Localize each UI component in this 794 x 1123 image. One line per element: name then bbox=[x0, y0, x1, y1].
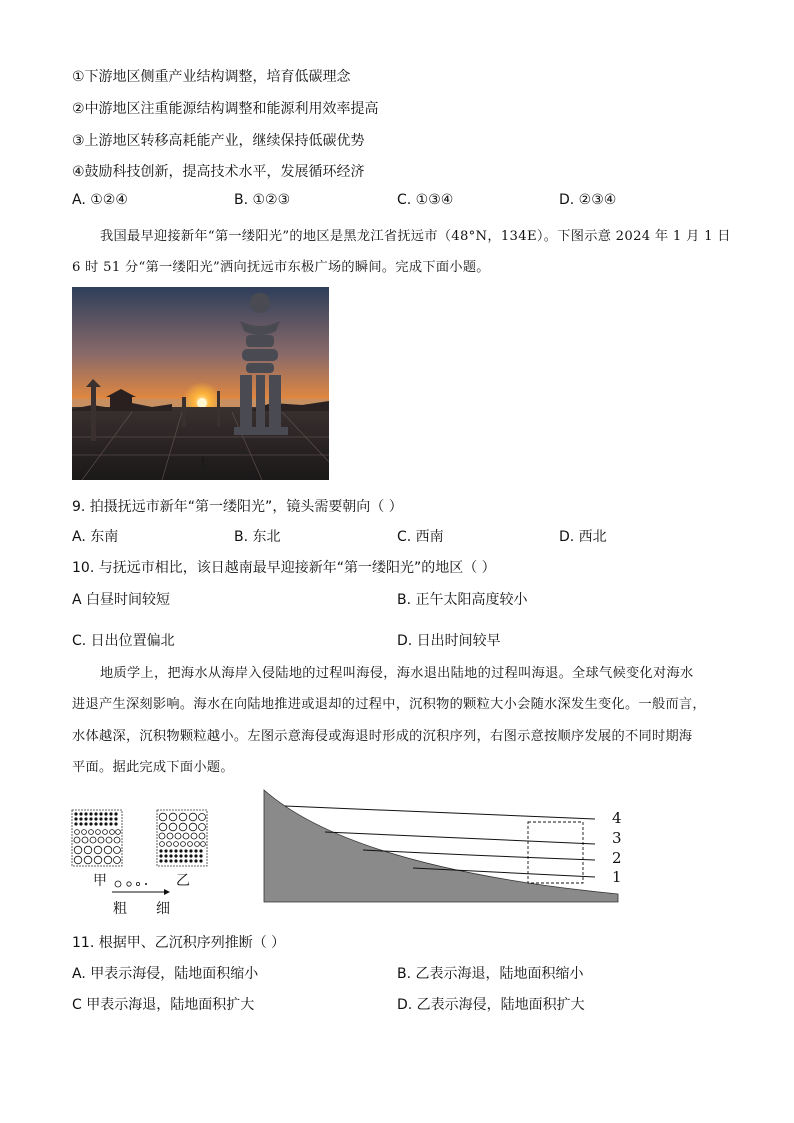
q11-stem: 11. 根据甲、乙沉积序列推断（ ） bbox=[72, 935, 286, 951]
q10-option-d[interactable]: D. 日出时间较早 bbox=[397, 633, 501, 649]
label-coarse: 粗 bbox=[113, 901, 127, 917]
label-yi: 乙 bbox=[176, 873, 190, 889]
q11-option-c[interactable]: C 甲表示海退，陆地面积扩大 bbox=[72, 997, 255, 1013]
q9-option-d[interactable]: D. 西北 bbox=[559, 529, 607, 545]
sea-level-label-4: 4 bbox=[612, 809, 622, 827]
q9-stem: 9. 拍摄抚远市新年“第一缕阳光”，镜头需要朝向（ ） bbox=[72, 499, 403, 515]
sediment-sequence-figure bbox=[70, 808, 210, 918]
q10-option-c[interactable]: C. 日出位置偏北 bbox=[72, 633, 175, 649]
label-jia: 甲 bbox=[93, 873, 107, 889]
passage2-line-4: 平面。据此完成下面小题。 bbox=[72, 760, 234, 775]
statement-1: ①下游地区侧重产业结构调整，培育低碳理念 bbox=[72, 69, 351, 85]
sea-level-label-1: 1 bbox=[612, 868, 622, 886]
passage2-line-2: 进退产生深刻影响。海水在向陆地推进或退却的过程中，沉积物的颗粒大小会随水深发生变化。一般而言， bbox=[72, 697, 706, 712]
sea-level-label-2: 2 bbox=[612, 849, 622, 867]
q8-option-c[interactable]: C. ①③④ bbox=[397, 192, 454, 208]
label-fine: 细 bbox=[156, 901, 170, 917]
q10-option-a[interactable]: A 白昼时间较短 bbox=[72, 592, 171, 608]
passage2-line-1: 地质学上，把海水从海岸入侵陆地的过程叫海侵，海水退出陆地的过程叫海退。全球气候变化对海水 bbox=[100, 666, 694, 681]
q11-option-a[interactable]: A. 甲表示海侵，陆地面积缩小 bbox=[72, 966, 259, 982]
q10-stem: 10. 与抚远市相比，该日越南最早迎接新年“第一缕阳光”的地区（ ） bbox=[72, 560, 496, 576]
q8-option-b[interactable]: B. ①②③ bbox=[234, 192, 291, 208]
statement-2: ②中游地区注重能源结构调整和能源利用效率提高 bbox=[72, 101, 379, 117]
passage2-line-3: 水体越深，沉积物颗粒越小。左图示意海侵或海退时形成的沉积序列，右图示意按顺序发展的不同时期海 bbox=[72, 729, 693, 744]
q11-option-d[interactable]: D. 乙表示海侵，陆地面积扩大 bbox=[397, 997, 585, 1013]
q8-option-a[interactable]: A. ①②④ bbox=[72, 192, 128, 208]
sunrise-photo bbox=[72, 287, 329, 480]
passage1-line-1: 我国最早迎接新年“第一缕阳光”的地区是黑龙江省抚远市（48°N，134E）。下图示意 2024 年 1 月 1 日 bbox=[100, 229, 731, 244]
passage1-line-2: 6 时 51 分“第一缕阳光”洒向抚远市东极广场的瞬间。完成下面小题。 bbox=[72, 260, 490, 275]
q8-option-d[interactable]: D. ②③④ bbox=[559, 192, 617, 208]
statement-4: ④鼓励科技创新，提高技术水平，发展循环经济 bbox=[72, 164, 365, 180]
statement-3: ③上游地区转移高耗能产业，继续保持低碳优势 bbox=[72, 133, 365, 149]
q10-option-b[interactable]: B. 正午太阳高度较小 bbox=[397, 592, 528, 608]
sea-level-diagram bbox=[263, 788, 625, 906]
q9-option-c[interactable]: C. 西南 bbox=[397, 529, 444, 545]
q9-option-a[interactable]: A. 东南 bbox=[72, 529, 119, 545]
sea-level-label-3: 3 bbox=[612, 829, 622, 847]
q9-option-b[interactable]: B. 东北 bbox=[234, 529, 281, 545]
q11-option-b[interactable]: B. 乙表示海退，陆地面积缩小 bbox=[397, 966, 584, 982]
